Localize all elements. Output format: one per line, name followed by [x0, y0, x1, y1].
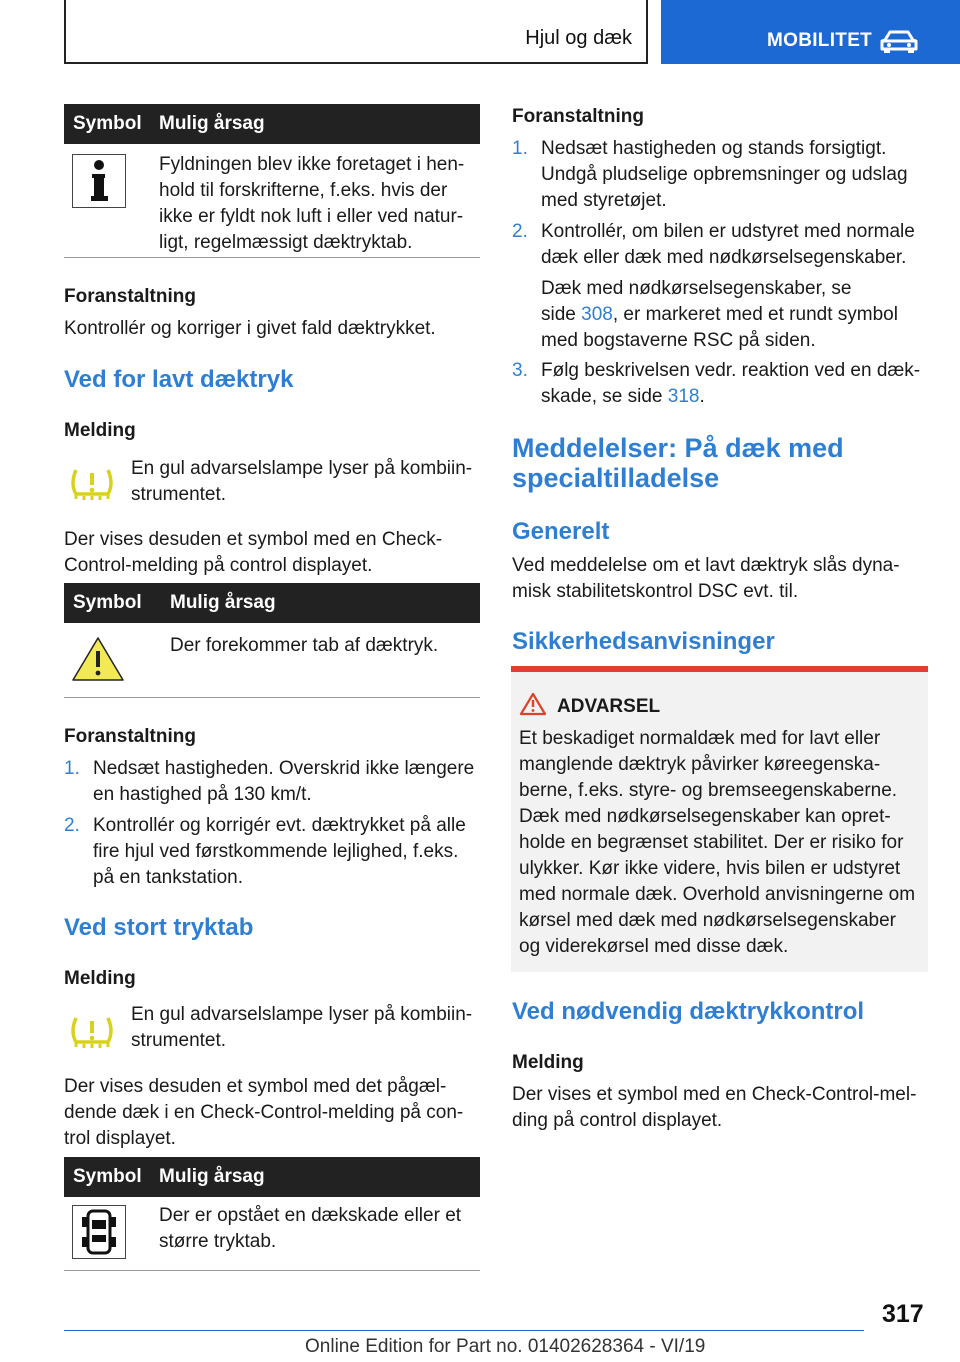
right-step-3	[512, 358, 932, 410]
big-loss-heading: Ved stort tryktab	[64, 914, 254, 941]
text-part: skade, se side	[541, 386, 668, 407]
text-line: trol displayet.	[64, 1128, 176, 1149]
warning-box	[511, 666, 928, 972]
text-line: Undgå pludselige opbremsninger og udslag	[541, 164, 908, 185]
right-measure-title: Foranstaltning	[512, 106, 644, 127]
text-line: manglende dæktryk påvirker køreegenska-	[519, 754, 881, 775]
section-title: Hjul og dæk	[525, 27, 632, 49]
text-line: Følg beskrivelsen vedr. reaktion ved en dæk-	[541, 360, 921, 381]
header-section-box	[64, 0, 648, 64]
measure1-title: Foranstaltning	[64, 286, 196, 307]
general-text	[512, 553, 932, 605]
tire-pressure-warning-icon	[68, 1014, 116, 1050]
low-pressure-heading: Ved for lavt dæktryk	[64, 366, 294, 393]
text-line: med styretøjet.	[541, 190, 667, 211]
low-msg-text	[131, 456, 481, 508]
col-cause: Mulig årsag	[159, 113, 265, 134]
table-2	[64, 583, 480, 698]
text-line: strumentet.	[131, 484, 227, 505]
table-header	[64, 104, 480, 144]
text-line: Et beskadiget normaldæk med for lavt eller	[519, 728, 881, 749]
text-line	[541, 384, 932, 410]
table1-cause	[159, 152, 479, 256]
table-rule	[64, 1270, 480, 1271]
step-number: 1.	[512, 138, 528, 159]
step-number: 2.	[64, 815, 80, 836]
text-line: specialtilladelse	[512, 463, 720, 493]
text-part: , er markeret med et rundt symbol	[612, 304, 898, 325]
text-line: Control-melding på control displayet.	[64, 555, 373, 576]
text-line: kørsel med dæk med nødkørselsegenskaber	[519, 910, 896, 931]
text-line: holde en begrænset stabilitet. Der er risiko for	[519, 832, 904, 853]
table3-cause	[159, 1203, 479, 1255]
col-symbol: Symbol	[73, 113, 142, 134]
text-line: større tryktab.	[159, 1231, 277, 1252]
text-line: En gul advarselslampe lyser på kombiin-	[131, 1004, 473, 1025]
text-line: Der vises et symbol med en Check-Control-mel-	[512, 1084, 917, 1105]
text-line: på en tankstation.	[93, 867, 243, 888]
car-tire-damage-icon	[72, 1205, 126, 1259]
big-msg-text	[131, 1002, 481, 1054]
safety-heading: Sikkerhedsanvisninger	[512, 628, 775, 655]
measure2-step-1	[64, 756, 480, 808]
warning-icon	[519, 692, 547, 716]
text-line: Fyldningen blev ikke foretaget i hen-	[159, 154, 465, 175]
text-line: fire hjul ved førstkommende lejlighed, f.eks.	[93, 841, 459, 862]
col-cause: Mulig årsag	[159, 1166, 265, 1187]
low-msg-title: Melding	[64, 420, 136, 441]
text-line: Dæk med nødkørselsegenskaber kan opret-	[519, 806, 891, 827]
step-number: 3.	[512, 360, 528, 381]
big-extra-text	[64, 1074, 480, 1152]
right-step-2	[512, 219, 932, 271]
text-line: ligt, regelmæssigt dæktryktab.	[159, 232, 413, 253]
text-line: Ved meddelelse om et lavt dæktryk slås dyna-	[512, 555, 900, 576]
text-line: hold til forskrifterne, f.eks. hvis der	[159, 180, 448, 201]
text-line: Meddelelser: På dæk med	[512, 433, 844, 463]
text-line: Nedsæt hastigheden og stands forsigtigt.	[541, 138, 887, 159]
text-line: med normale dæk. Overhold anvisningerne om	[519, 884, 916, 905]
text-line: strumentet.	[131, 1030, 227, 1051]
text-line: Kontrollér, om bilen er udstyret med normale	[541, 221, 915, 242]
page-number: 317	[882, 1300, 924, 1328]
page-link-308[interactable]: 308	[581, 304, 613, 325]
step-number: 1.	[64, 758, 80, 779]
text-line: ulykker. Kør ikke videre, hvis bilen er udstyret	[519, 858, 901, 879]
warning-text	[519, 726, 923, 960]
warning-triangle-icon	[70, 635, 126, 683]
measure2-step-2	[64, 813, 480, 891]
text-line	[541, 302, 931, 328]
footer-rule	[64, 1330, 864, 1331]
text-line: misk stabilitetskontrol DSC evt. til.	[512, 581, 799, 602]
car-icon	[879, 28, 919, 54]
text-line: Der er opstået en dækskade eller et	[159, 1205, 462, 1226]
text-part: side	[541, 304, 582, 325]
table-3	[64, 1157, 480, 1272]
table-rule	[64, 697, 480, 698]
check-msg-title: Melding	[512, 1052, 584, 1073]
special-approval-heading	[512, 433, 932, 493]
text-line: ding på control displayet.	[512, 1110, 723, 1131]
step-number: 2.	[512, 221, 528, 242]
table-header	[64, 1157, 480, 1197]
tire-pressure-warning-icon	[68, 466, 116, 502]
text-part: .	[699, 386, 705, 407]
big-msg-title: Melding	[64, 968, 136, 989]
text-line: ikke er fyldt nok luft i eller ved natur-	[159, 206, 464, 227]
right-step-1	[512, 136, 932, 214]
text-line: og viderekørsel med disse dæk.	[519, 936, 789, 957]
col-symbol: Symbol	[73, 1166, 142, 1187]
text-line: Kontrollér og korrigér evt. dæktrykket på alle	[93, 815, 466, 836]
chapter-title: MOBILITET	[767, 30, 873, 51]
edition-text: Online Edition for Part no. 01402628364 - VI/19	[305, 1336, 706, 1357]
table-header	[64, 583, 480, 623]
col-cause: Mulig årsag	[170, 592, 276, 613]
check-text	[512, 1082, 932, 1134]
warning-title: ADVARSEL	[557, 696, 661, 717]
measure1-text: Kontrollér og korriger i givet fald dæktrykket.	[64, 318, 436, 339]
chapter-tab[interactable]	[661, 0, 960, 64]
table-1	[64, 104, 480, 258]
info-icon	[72, 154, 126, 208]
measure2-title: Foranstaltning	[64, 726, 196, 747]
text-line: dæk eller dæk med nødkørselsegenskaber.	[541, 247, 907, 268]
text-line: berne, f.eks. styre- og bremseegenskaberne.	[519, 780, 898, 801]
text-line: Der vises desuden et symbol med en Check-	[64, 529, 443, 550]
text-line: med bogstaverne RSC på siden.	[541, 330, 816, 351]
text-line: Der vises desuden et symbol med det pågæl-	[64, 1076, 447, 1097]
page-link-318[interactable]: 318	[667, 386, 700, 407]
table-rule	[64, 257, 480, 258]
table2-cause: Der forekommer tab af dæktryk.	[170, 635, 439, 656]
text-line: en hastighed på 130 km/t.	[93, 784, 312, 805]
check-heading: Ved nødvendig dæktrykkontrol	[512, 998, 865, 1025]
col-symbol: Symbol	[73, 592, 142, 613]
right-step-2-note	[541, 276, 931, 354]
text-line: Dæk med nødkørselsegenskaber, se	[541, 278, 852, 299]
text-line: Nedsæt hastigheden. Overskrid ikke længere	[93, 758, 475, 779]
low-extra-text	[64, 527, 480, 579]
text-line: En gul advarselslampe lyser på kombiin-	[131, 458, 473, 479]
general-heading: Generelt	[512, 518, 610, 545]
text-line: dende dæk i en Check-Control-melding på con-	[64, 1102, 464, 1123]
